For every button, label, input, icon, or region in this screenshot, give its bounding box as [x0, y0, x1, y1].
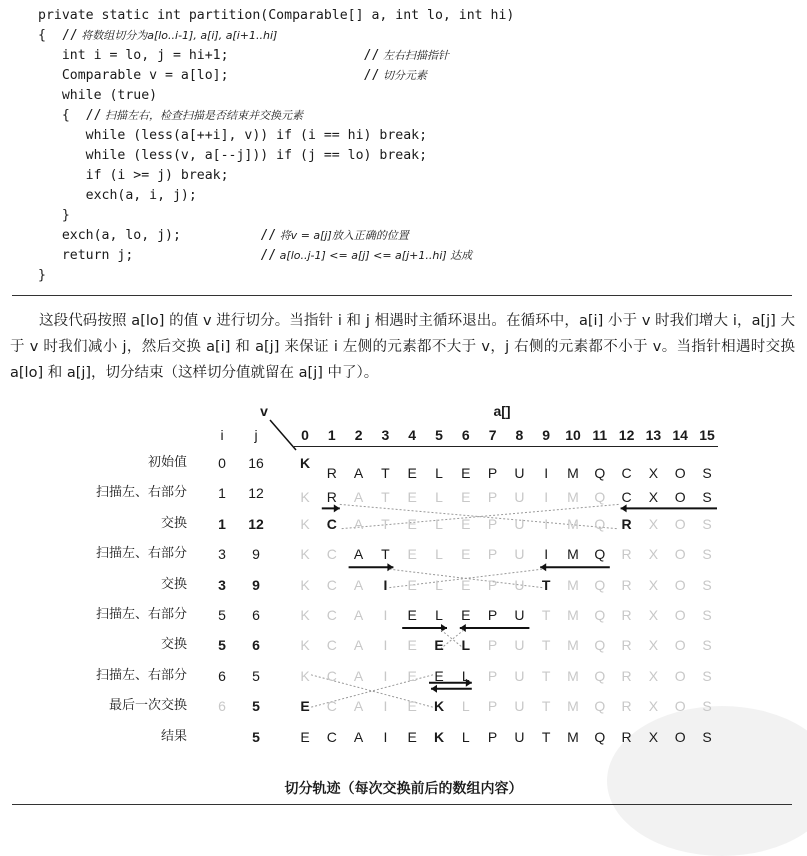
index-header: 0 — [301, 427, 309, 443]
trace-i-value: 5 — [218, 607, 226, 623]
array-cell: E — [461, 546, 471, 563]
array-cell: X — [648, 546, 659, 563]
array-cell: L — [435, 576, 443, 593]
index-header: 1 — [327, 427, 336, 443]
array-cell: M — [567, 607, 579, 623]
array-cell: S — [702, 515, 712, 532]
array-cell: I — [383, 607, 388, 623]
array-cell: S — [702, 698, 712, 715]
i-header: i — [220, 427, 224, 443]
array-cell: X — [648, 515, 659, 532]
array-cell: C — [326, 546, 337, 563]
array-cell: M — [567, 465, 579, 481]
array-cell: E — [407, 728, 417, 745]
code-line: return j; // a[lo..j-1] <= a[j] <= a[j+1..hi] 达成 — [38, 248, 473, 263]
array-cell: U — [514, 576, 525, 593]
array-cell: E — [407, 698, 417, 715]
array-cell: K — [300, 637, 310, 654]
array-cell: A — [353, 546, 364, 563]
array-cell: O — [674, 667, 686, 684]
array-cell: U — [514, 698, 525, 715]
array-cell: S — [702, 576, 712, 593]
code-line: } — [38, 208, 70, 223]
array-header: a[] — [493, 403, 511, 419]
array-cell: T — [541, 637, 551, 654]
array-cell: A — [353, 465, 364, 481]
array-cell: S — [702, 546, 712, 563]
array-cell: U — [514, 489, 525, 506]
array-cell: T — [541, 728, 551, 745]
index-header: 7 — [488, 427, 497, 443]
array-cell: X — [648, 728, 659, 745]
index-header: 14 — [672, 427, 688, 443]
array-cell: A — [353, 728, 364, 745]
array-cell: T — [381, 515, 390, 532]
array-cell: R — [621, 667, 632, 684]
array-cell: L — [461, 667, 470, 684]
array-cell: E — [407, 667, 417, 684]
array-cell: X — [648, 607, 659, 623]
array-cell: S — [702, 667, 712, 684]
array-cell: E — [407, 465, 417, 481]
array-cell: U — [514, 546, 525, 563]
trace-row-label: 扫描左、右部分 — [95, 667, 187, 683]
array-cell: S — [702, 637, 712, 654]
array-cell: E — [461, 465, 471, 481]
index-header: 9 — [542, 427, 551, 443]
code-line: } — [38, 268, 46, 283]
trace-i-value: 3 — [218, 576, 226, 593]
array-cell: P — [487, 728, 498, 745]
array-cell: O — [674, 576, 686, 593]
array-cell: I — [383, 667, 388, 684]
array-cell: M — [567, 667, 579, 684]
array-cell: I — [383, 728, 388, 745]
code-line: while (less(a[++i], v)) if (i == hi) break; — [38, 128, 428, 143]
explanation-paragraph — [10, 308, 795, 386]
array-cell: I — [544, 515, 549, 532]
array-cell: Q — [594, 637, 606, 654]
code-line: while (less(v, a[--j])) if (j == lo) break; — [38, 148, 428, 163]
array-cell: P — [487, 637, 498, 654]
array-cell: I — [383, 637, 388, 654]
array-cell: C — [621, 465, 632, 481]
index-header: 10 — [565, 427, 581, 443]
array-cell: R — [621, 728, 632, 745]
index-header: 2 — [354, 427, 363, 443]
array-cell: P — [487, 546, 498, 563]
array-cell: I — [544, 465, 549, 481]
trace-j-value: 12 — [248, 485, 264, 502]
code-line: if (i >= j) break; — [38, 168, 229, 183]
array-cell: T — [381, 489, 390, 506]
array-cell: Q — [594, 546, 606, 563]
trace-j-value: 5 — [252, 728, 260, 745]
array-cell: M — [567, 489, 579, 506]
trace-j-value: 16 — [248, 455, 264, 471]
array-cell: Q — [594, 698, 606, 715]
array-cell: M — [567, 728, 579, 745]
trace-row-label: 交换 — [160, 576, 187, 592]
trace-j-value: 9 — [252, 576, 260, 593]
array-cell: S — [702, 607, 712, 623]
index-header: 5 — [435, 427, 443, 443]
array-cell: P — [487, 465, 498, 481]
array-cell: I — [383, 698, 388, 715]
index-header: 8 — [515, 427, 524, 443]
trace-i-value: 0 — [218, 455, 226, 471]
j-scan-arrow-head — [540, 563, 546, 571]
array-cell: Q — [594, 489, 606, 506]
array-cell: S — [702, 465, 712, 481]
i-scan-arrow-head — [387, 563, 393, 571]
trace-j-value: 6 — [252, 637, 260, 654]
array-cell: I — [544, 489, 549, 506]
array-cell: X — [648, 698, 659, 715]
array-cell: R — [621, 637, 632, 654]
trace-row-label: 扫描左、右部分 — [95, 485, 187, 501]
array-cell: Q — [594, 576, 606, 593]
code-line: Comparable v = a[lo]; // 切分元素 — [38, 68, 427, 83]
trace-row-label: 交换 — [160, 515, 187, 531]
array-cell: E — [407, 607, 417, 623]
array-cell: T — [541, 698, 551, 715]
index-header: 6 — [461, 427, 470, 443]
trace-row-label: 扫描左、右部分 — [95, 607, 187, 622]
v-header: v — [260, 403, 268, 419]
trace-j-value: 6 — [252, 607, 260, 623]
array-cell: K — [299, 455, 311, 471]
array-cell: T — [381, 546, 390, 563]
index-header: 11 — [592, 427, 608, 443]
trace-row-label: 初始值 — [147, 455, 187, 470]
trace-i-value: 5 — [218, 637, 226, 654]
array-cell: O — [674, 515, 686, 532]
array-cell: Q — [594, 465, 606, 481]
array-cell: E — [300, 728, 310, 745]
section-divider — [12, 295, 792, 296]
index-header: 13 — [645, 427, 662, 443]
array-cell: A — [353, 607, 364, 623]
index-header: 4 — [408, 427, 417, 443]
array-cell: E — [461, 576, 471, 593]
array-cell: E — [461, 489, 471, 506]
array-cell: P — [487, 667, 498, 684]
array-cell: O — [674, 637, 686, 654]
array-cell: C — [326, 698, 337, 715]
code-line: { // 扫描左右，检查扫描是否结束并交换元素 — [38, 108, 304, 123]
array-cell: M — [567, 698, 579, 715]
index-header: 3 — [381, 427, 390, 443]
array-cell: C — [326, 637, 337, 654]
array-cell: X — [648, 667, 659, 684]
array-cell: E — [461, 607, 471, 623]
array-cell: K — [300, 607, 310, 623]
trace-row-label: 结果 — [160, 728, 187, 744]
array-cell: C — [326, 607, 337, 623]
array-cell: T — [541, 576, 551, 593]
array-cell: R — [621, 698, 632, 715]
array-cell: E — [434, 637, 444, 654]
array-cell: A — [353, 576, 364, 593]
header-underline — [294, 446, 718, 447]
trace-i-value: 6 — [218, 698, 226, 715]
array-cell: K — [300, 667, 310, 684]
array-cell: U — [514, 465, 525, 481]
array-cell: U — [514, 637, 525, 654]
array-cell: Q — [594, 607, 606, 623]
array-cell: Q — [594, 515, 606, 532]
array-cell: C — [326, 515, 337, 532]
array-cell: L — [461, 637, 471, 654]
array-cell: L — [435, 546, 443, 563]
index-header: 12 — [618, 427, 635, 443]
array-cell: O — [674, 465, 686, 481]
array-cell: K — [433, 728, 445, 745]
array-cell: I — [544, 546, 549, 563]
array-cell: P — [487, 607, 498, 623]
array-cell: K — [433, 698, 445, 715]
array-cell: K — [300, 489, 310, 506]
array-cell: O — [674, 489, 686, 506]
trace-i-value: 1 — [218, 515, 226, 532]
array-cell: R — [326, 465, 337, 481]
code-line: { // 将数组切分为a[lo..i-1], a[i], a[i+1..hi] — [38, 28, 278, 43]
array-cell: E — [461, 515, 471, 532]
trace-j-value: 5 — [252, 667, 260, 684]
array-cell: I — [383, 576, 388, 593]
trace-j-value: 9 — [252, 546, 260, 563]
array-cell: A — [353, 489, 364, 506]
j-scan-arrow-head — [431, 685, 437, 693]
array-cell: U — [514, 728, 525, 745]
array-cell: U — [514, 515, 525, 532]
array-cell: P — [487, 515, 498, 532]
array-cell: E — [407, 489, 417, 506]
array-cell: E — [407, 637, 417, 654]
array-cell: E — [407, 546, 417, 563]
array-cell: L — [461, 698, 470, 715]
array-cell: O — [674, 698, 686, 715]
array-cell: K — [300, 546, 310, 563]
trace-j-value: 5 — [252, 698, 260, 715]
array-cell: R — [326, 489, 337, 506]
array-cell: E — [434, 667, 444, 684]
array-cell: T — [541, 607, 551, 623]
array-cell: S — [702, 489, 712, 506]
array-cell: P — [487, 698, 498, 715]
array-cell: Q — [594, 667, 606, 684]
array-cell: A — [353, 637, 364, 654]
array-cell: C — [326, 576, 337, 593]
array-cell: A — [353, 698, 364, 715]
array-cell: L — [435, 515, 443, 532]
paragraph-text: 这段代码按照 a[lo] 的值 v 进行切分。当指针 i 和 j 相遇时主循环退出。在循环中，a[i] 小于 v 时我们增大 i，a[j] 大于 v 时我们减小 j，然后交换 a[i] 和 a[j] 来保证 i 左侧的元素都不大于 v，j 右侧的元素都不小于 v。当指针相遇时交换 a[lo] 和 a[j]，切分结束（这样切分值就留在 a[j] 中了）。 — [10, 313, 795, 381]
array-cell: P — [487, 576, 498, 593]
array-cell: R — [621, 515, 632, 532]
array-cell: O — [674, 546, 686, 563]
array-cell: E — [300, 698, 310, 715]
array-cell: A — [353, 667, 364, 684]
trace-row-label: 扫描左、右部分 — [95, 546, 187, 562]
array-cell: Q — [594, 728, 606, 745]
array-cell: E — [407, 576, 417, 593]
code-line: private static int partition(Comparable[] a, int lo, int hi) — [38, 8, 515, 23]
code-line: exch(a, i, j); — [38, 188, 197, 203]
array-cell: L — [435, 465, 443, 481]
array-cell: O — [674, 728, 686, 745]
array-cell: P — [487, 489, 498, 506]
array-cell: K — [300, 576, 310, 593]
array-cell: X — [648, 637, 659, 654]
array-cell: R — [621, 576, 632, 593]
bottom-rule — [12, 804, 792, 805]
array-cell: M — [567, 576, 579, 593]
array-cell: C — [621, 489, 632, 506]
trace-row-label: 交换 — [160, 637, 187, 653]
array-cell: K — [300, 515, 310, 532]
array-cell: O — [674, 607, 686, 623]
array-cell: T — [381, 465, 390, 481]
array-cell: C — [326, 728, 337, 745]
array-cell: M — [567, 515, 579, 532]
array-cell: R — [621, 607, 632, 623]
trace-i-value: 1 — [218, 485, 226, 502]
trace-row-label: 最后一次交换 — [108, 698, 187, 714]
index-header: 15 — [699, 427, 715, 443]
partition-trace-figure — [0, 396, 807, 816]
array-cell: A — [353, 515, 364, 532]
code-line: exch(a, lo, j); // 将v = a[j]放入正确的位置 — [38, 228, 409, 243]
trace-i-value: 6 — [218, 667, 226, 684]
array-cell: S — [702, 728, 712, 745]
array-cell: M — [567, 546, 579, 563]
array-cell: M — [567, 637, 579, 654]
trace-j-value: 12 — [248, 515, 264, 532]
array-cell: U — [514, 667, 525, 684]
array-cell: R — [621, 546, 632, 563]
trace-i-value: 3 — [218, 546, 226, 563]
array-cell: U — [514, 607, 525, 623]
code-line: int i = lo, j = hi+1; // 左右扫描指针 — [38, 48, 449, 63]
array-cell: X — [648, 465, 659, 481]
code-line: while (true) — [38, 88, 158, 103]
array-cell: L — [435, 607, 443, 623]
array-cell: E — [407, 515, 417, 532]
figure-caption: 切分轨迹（每次交换前后的数组内容） — [284, 781, 523, 797]
array-cell: L — [435, 489, 443, 506]
array-cell: L — [461, 728, 470, 745]
array-cell: X — [648, 576, 659, 593]
array-cell: T — [541, 667, 551, 684]
array-cell: C — [326, 667, 337, 684]
array-cell: X — [648, 489, 659, 506]
j-header: j — [254, 427, 258, 443]
